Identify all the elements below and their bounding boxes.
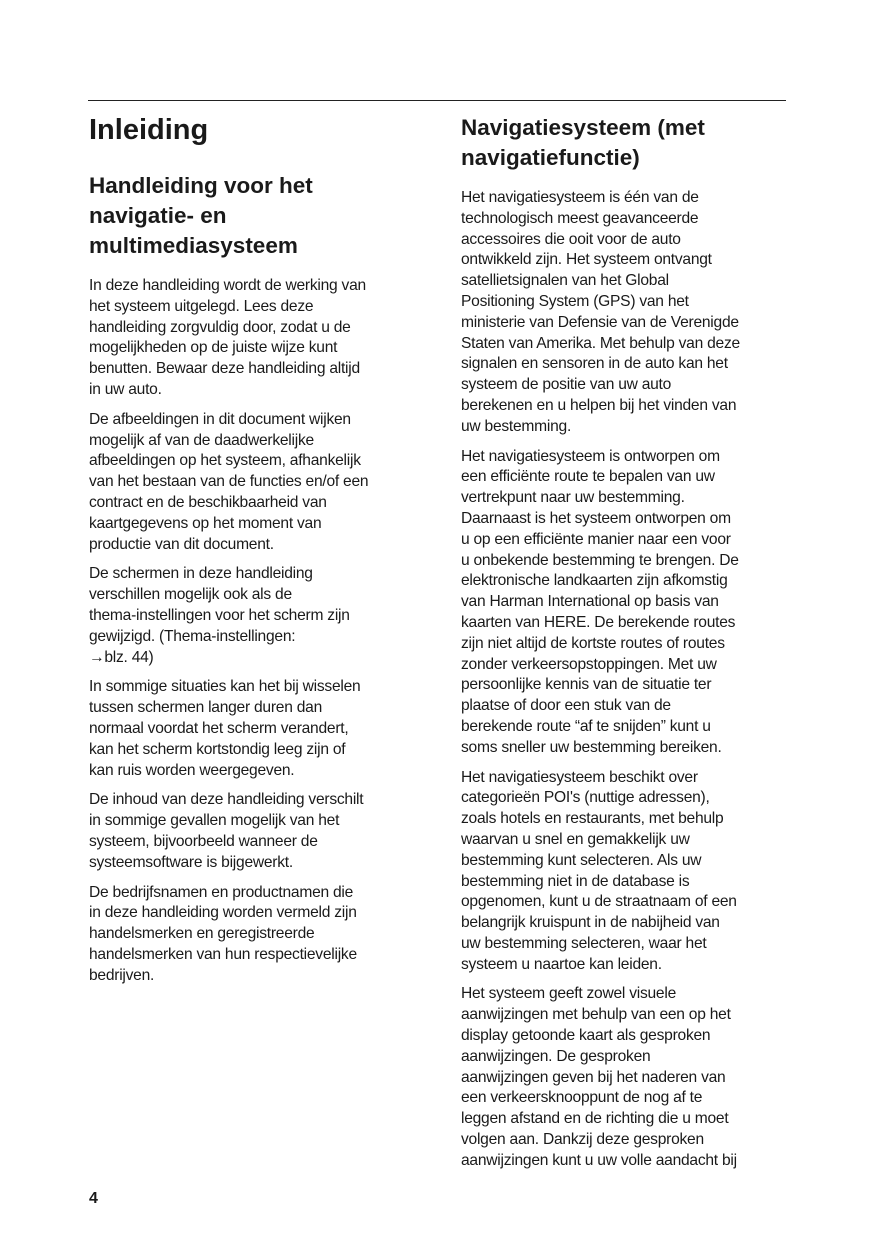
text-line: een verkeersknooppunt de nog af te bbox=[461, 1089, 703, 1107]
text-line: mogelijkheden op de juiste wijze kunt bbox=[89, 339, 338, 357]
text-line: Staten van Amerika. Met behulp van deze bbox=[461, 334, 740, 352]
text-line: afbeeldingen op het systeem, afhankelijk bbox=[89, 452, 361, 470]
text-line: plaatse of door een stuk van de bbox=[461, 697, 671, 715]
text-line: Het navigatiesysteem is ontworpen om bbox=[461, 447, 720, 465]
heading-line: Handleiding voor het bbox=[89, 173, 313, 198]
text-line: van het bestaan van de functies en/of een bbox=[89, 473, 369, 491]
text-line: Het systeem geeft zowel visuele bbox=[461, 985, 676, 1003]
paragraph bbox=[461, 447, 791, 759]
text-line: ministerie van Defensie van de Verenigde bbox=[461, 313, 739, 331]
text-line: bestemming niet in de database is bbox=[461, 872, 690, 890]
text-line: waarvan u snel en gemakkelijk uw bbox=[461, 830, 690, 848]
text-line: persoonlijke kennis van de situatie ter bbox=[461, 676, 712, 694]
text-line: een efficiënte route te bepalen van uw bbox=[461, 468, 715, 486]
text-line: ontwikkeld zijn. Het systeem ontvangt bbox=[461, 251, 712, 269]
text-line: systeem u naartoe kan leiden. bbox=[461, 955, 662, 973]
text-line: De inhoud van deze handleiding verschilt bbox=[89, 791, 364, 809]
text-line: volgen aan. Dankzij deze gesproken bbox=[461, 1131, 704, 1149]
text-line: Positioning System (GPS) van het bbox=[461, 292, 689, 310]
text-line: kaarten van HERE. De berekende routes bbox=[461, 613, 736, 631]
text-line: zonder verkeersopstoppingen. Met uw bbox=[461, 655, 717, 673]
text-line: kaartgegevens op het moment van bbox=[89, 514, 322, 532]
paragraph bbox=[461, 984, 791, 1171]
paragraph bbox=[89, 410, 419, 556]
text-line: gewijzigd. (Thema-instellingen: bbox=[89, 627, 296, 645]
paragraph bbox=[89, 790, 419, 873]
right-column bbox=[461, 113, 791, 1181]
paragraph bbox=[89, 883, 419, 987]
section-heading bbox=[89, 171, 419, 261]
top-rule bbox=[88, 100, 786, 101]
text-line: van Harman International op basis van bbox=[461, 593, 719, 611]
heading-line: multimediasysteem bbox=[89, 233, 298, 258]
text-line: kan ruis worden weergegeven. bbox=[89, 761, 295, 779]
text-line: verschillen mogelijk ook als de bbox=[89, 586, 292, 604]
text-line: De afbeeldingen in dit document wijken bbox=[89, 410, 351, 428]
text-line: categorieën POI's (nuttige adressen), bbox=[461, 789, 710, 807]
text-line: De bedrijfsnamen en productnamen die bbox=[89, 883, 354, 901]
text-line: uw bestemming selecteren, waar het bbox=[461, 934, 707, 952]
text-line: handelsmerken en geregistreerde bbox=[89, 925, 315, 943]
text-line: uw bestemming. bbox=[461, 417, 572, 435]
text-line: Daarnaast is het systeem ontworpen om bbox=[461, 509, 731, 527]
paragraph bbox=[89, 677, 419, 781]
paragraph bbox=[89, 564, 419, 668]
text-line: accessoires die ooit voor de auto bbox=[461, 230, 681, 248]
text-line: →blz. 44) bbox=[89, 648, 154, 666]
text-line: technologisch meest geavanceerde bbox=[461, 209, 699, 227]
text-line: mogelijk af van de daadwerkelijke bbox=[89, 431, 314, 449]
text-line: in uw auto. bbox=[89, 380, 162, 398]
text-line: signalen en sensoren in de auto kan het bbox=[461, 355, 728, 373]
text-line: bestemming kunt selecteren. Als uw bbox=[461, 851, 702, 869]
text-line: berekenen en u helpen bij het vinden van bbox=[461, 396, 737, 414]
left-column bbox=[89, 112, 419, 996]
paragraph bbox=[89, 276, 419, 401]
text-line: display getoonde kaart als gesproken bbox=[461, 1027, 711, 1045]
text-line: tussen schermen langer duren dan bbox=[89, 699, 322, 717]
heading-line: navigatiefunctie) bbox=[461, 145, 640, 170]
page-number: 4 bbox=[89, 1190, 98, 1207]
text-line: systeem de positie van uw auto bbox=[461, 376, 672, 394]
text-line: u op een efficiënte manier naar een voor bbox=[461, 530, 731, 548]
page-title: Inleiding bbox=[89, 114, 209, 146]
right-paragraphs bbox=[461, 188, 791, 1172]
paragraph bbox=[461, 188, 791, 438]
text-line: satellietsignalen van het Global bbox=[461, 272, 669, 290]
text-line: systeem, bijvoorbeeld wanneer de bbox=[89, 832, 318, 850]
text-line: In deze handleiding wordt de werking van bbox=[89, 277, 366, 294]
text-line: vertrekpunt naar uw bestemming. bbox=[461, 489, 685, 507]
text-line: aanwijzingen met behulp van een op het bbox=[461, 1006, 731, 1024]
text-line: u onbekende bestemming te brengen. De bbox=[461, 551, 739, 569]
text-line: opgenomen, kunt u de straatnaam of een bbox=[461, 893, 737, 911]
text-line: normaal voordat het scherm verandert, bbox=[89, 719, 349, 737]
text-line: Het navigatiesysteem beschikt over bbox=[461, 768, 698, 786]
text-line: in deze handleiding worden vermeld zijn bbox=[89, 904, 357, 922]
left-paragraphs bbox=[89, 276, 419, 987]
paragraph bbox=[461, 768, 791, 976]
text-line: De schermen in deze handleiding bbox=[89, 565, 313, 583]
text-line: in sommige gevallen mogelijk van het bbox=[89, 812, 340, 830]
text-line: bedrijven. bbox=[89, 966, 155, 984]
heading-line: navigatie- en bbox=[89, 203, 227, 228]
text-line: belangrijk kruispunt in de nabijheid van bbox=[461, 914, 720, 932]
text-line: handelsmerken van hun respectievelijke bbox=[89, 945, 357, 963]
text-line: kan het scherm kortstondig leeg zijn of bbox=[89, 740, 346, 758]
text-line: soms sneller uw bestemming bereiken. bbox=[461, 738, 722, 756]
section-heading bbox=[461, 113, 791, 173]
text-line: handleiding zorgvuldig door, zodat u de bbox=[89, 318, 351, 336]
text-line: benutten. Bewaar deze handleiding altijd bbox=[89, 360, 360, 378]
text-line: elektronische landkaarten zijn afkomstig bbox=[461, 572, 728, 590]
heading-line: Navigatiesysteem (met bbox=[461, 115, 705, 140]
text-line: berekende route “af te snijden” kunt u bbox=[461, 717, 711, 735]
text-line: productie van dit document. bbox=[89, 535, 274, 553]
text-line: het systeem uitgelegd. Lees deze bbox=[89, 297, 314, 315]
text-line: aanwijzingen. De gesproken bbox=[461, 1047, 651, 1065]
text-line: leggen afstand en de richting die u moet bbox=[461, 1110, 729, 1128]
text-line: In sommige situaties kan het bij wisselen bbox=[89, 678, 361, 696]
text-line: systeemsoftware is bijgewerkt. bbox=[89, 853, 293, 871]
text-line: contract en de beschikbaarheid van bbox=[89, 493, 327, 511]
text-line: zijn niet altijd de kortste routes of routes bbox=[461, 634, 725, 652]
text-line: thema-instellingen voor het scherm zijn bbox=[89, 606, 350, 624]
text-line: aanwijzingen geven bij het naderen van bbox=[461, 1068, 726, 1086]
text-line: Het navigatiesysteem is één van de bbox=[461, 189, 699, 206]
text-line: aanwijzingen kunt u uw volle aandacht bij bbox=[461, 1151, 737, 1169]
text-line: zoals hotels en restaurants, met behulp bbox=[461, 810, 724, 828]
